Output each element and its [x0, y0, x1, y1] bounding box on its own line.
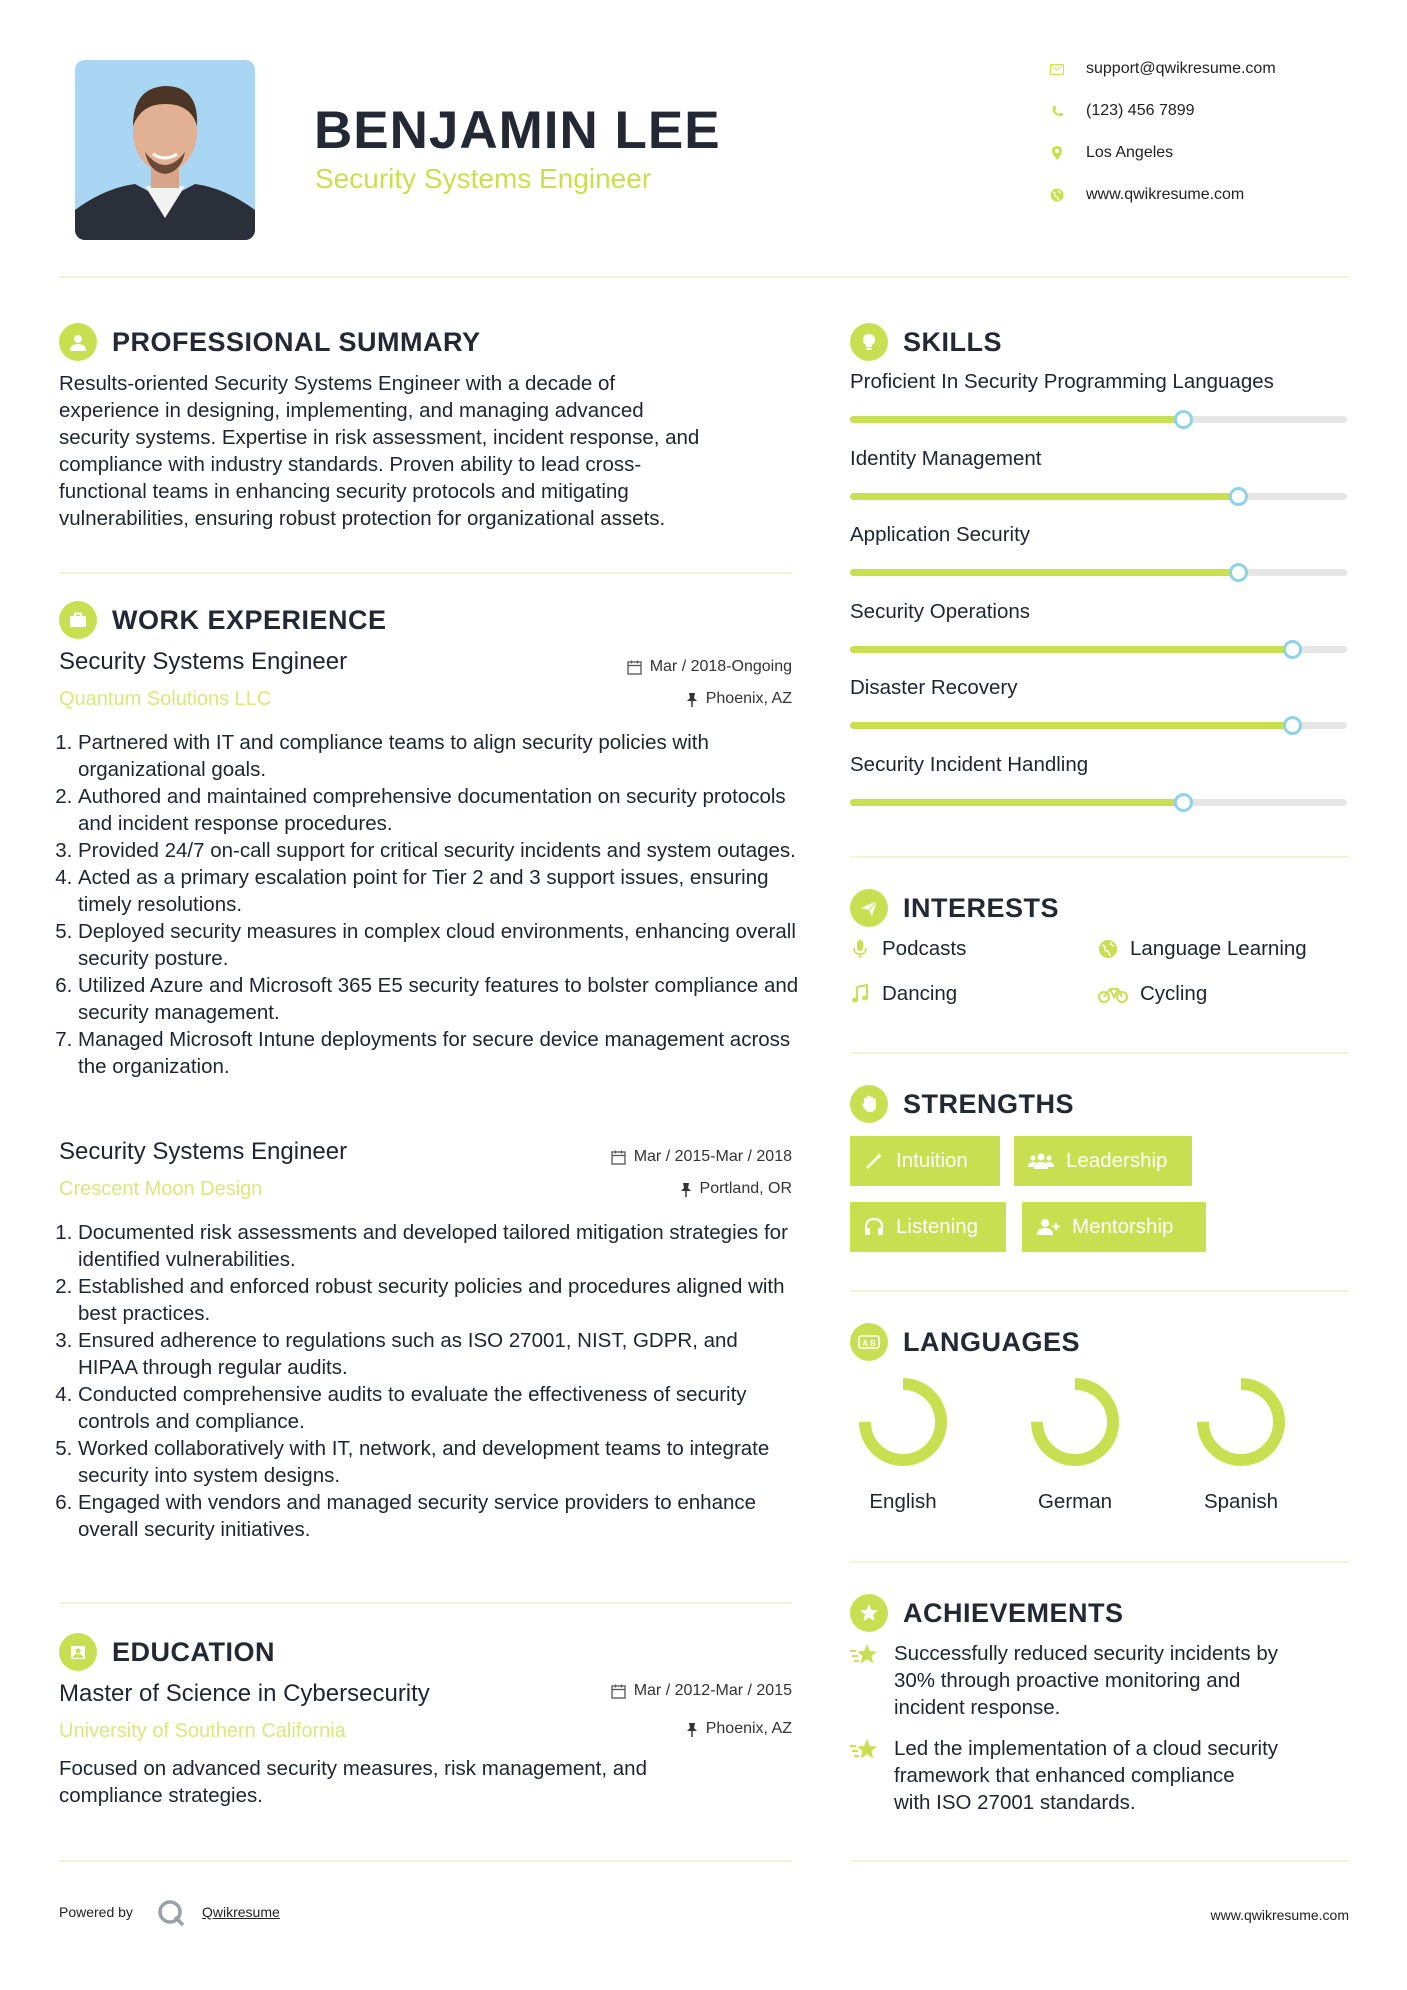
section-title: STRENGTHS: [903, 1088, 1075, 1119]
svg-text:A B: A B: [862, 1339, 876, 1348]
job-date-text: Mar / 2018-Ongoing: [649, 658, 792, 675]
contact-website[interactable]: [1050, 180, 1350, 210]
section-divider: [59, 1860, 792, 1862]
pushpin-icon: [680, 1182, 692, 1197]
magic-wand-icon: [864, 1151, 884, 1171]
summary-line: functional teams in enhancing security protocols and mitigating: [59, 480, 629, 503]
achievement-item: [850, 1640, 1350, 1721]
skill-label: Security Incident Handling: [850, 752, 1089, 776]
contact-phone[interactable]: [1050, 96, 1350, 126]
section-title: LANGUAGES: [903, 1326, 1081, 1357]
summary-line: security systems. Expertise in risk assessment, incident response, and: [59, 426, 700, 449]
interest-item: [1098, 937, 1307, 961]
company-name: Quantum Solutions LLC: [59, 688, 272, 710]
skill-level-knob: [1229, 563, 1248, 582]
section-title: EDUCATION: [112, 1636, 275, 1667]
job-location: [540, 1180, 792, 1198]
summary-line: experience in designing, implementing, and managing advanced: [59, 399, 644, 422]
list-item: 3. Provided 24/7 on-call support for critical security incidents and system outages.: [78, 837, 799, 864]
contact-location: [1050, 138, 1350, 168]
calendar-icon: [611, 1684, 626, 1699]
degree-title: Master of Science in Cybersecurity: [59, 1680, 430, 1707]
achievement-line: with ISO 27001 standards.: [894, 1791, 1136, 1814]
achievement-line: framework that enhanced compliance: [894, 1764, 1235, 1787]
language-level-ring: [1191, 1372, 1291, 1472]
strength-label: Listening: [896, 1215, 979, 1238]
language-icon: [850, 1323, 888, 1361]
strength-chip: [850, 1202, 1006, 1252]
contact-website-text: www.qwikresume.com: [1086, 186, 1245, 203]
candidate-name: BENJAMIN LEE: [314, 101, 721, 160]
briefcase-icon: [59, 601, 97, 639]
strength-label: Mentorship: [1072, 1215, 1174, 1238]
skill-level-knob: [1283, 716, 1302, 735]
powered-by-label: Powered by: [59, 1904, 133, 1920]
achievement-line: Led the implementation of a cloud security: [894, 1737, 1279, 1760]
contact-location-text: Los Angeles: [1086, 144, 1174, 161]
hand-icon: [850, 1085, 888, 1123]
summary-line: compliance with industry standards. Proven ability to lead cross-: [59, 453, 642, 476]
skill-level-knob: [1174, 793, 1193, 812]
qwikresume-logo[interactable]: [156, 1898, 186, 1928]
skill-level-knob: [1174, 410, 1193, 429]
user-plus-icon: [1036, 1217, 1060, 1237]
summary-text: [59, 370, 799, 532]
email-icon: [1050, 62, 1064, 76]
education-date: [540, 1682, 792, 1700]
skill-bar-fill: [850, 416, 1183, 423]
list-item: 1. Documented risk assessments and developed tailored mitigation strategies for identified vulnerabilities.: [78, 1219, 799, 1273]
job-responsibilities: [59, 1219, 799, 1543]
interest-label: Cycling: [1140, 982, 1208, 1005]
job-responsibilities: [59, 729, 799, 1080]
language-label: German: [1037, 1490, 1113, 1513]
skill-bar-fill: [850, 493, 1238, 500]
section-divider: [850, 1561, 1349, 1563]
strength-chip: [1022, 1202, 1206, 1252]
skill-bar: [850, 646, 1347, 653]
education-description: [59, 1755, 799, 1809]
candidate-role: Security Systems Engineer: [315, 163, 652, 194]
language-label: Spanish: [1203, 1490, 1279, 1513]
star-icon: [850, 1735, 880, 1816]
section-divider: [850, 856, 1349, 858]
bicycle-icon: [1098, 984, 1128, 1004]
language-level-ring: [1025, 1372, 1125, 1472]
list-item: 5. Worked collaboratively with IT, network, and development teams to integrate security into system designs.: [78, 1435, 799, 1489]
skill-bar: [850, 416, 1347, 423]
section-divider: [850, 1052, 1349, 1054]
list-item: 4. Conducted comprehensive audits to evaluate the effectiveness of security controls and compliance.: [78, 1381, 799, 1435]
interest-item: [1098, 982, 1207, 1006]
skill-bar: [850, 569, 1347, 576]
list-item: 7. Managed Microsoft Intune deployments for secure device management across the organization.: [78, 1026, 799, 1080]
job-location-text: Phoenix, AZ: [705, 690, 792, 707]
section-divider: [850, 1860, 1349, 1862]
star-icon: [850, 1640, 880, 1721]
section-skills: [850, 322, 1002, 362]
section-education: [59, 1632, 275, 1672]
education-line: Focused on advanced security measures, risk management, and: [59, 1757, 647, 1780]
achievement-line: Successfully reduced security incidents by: [894, 1642, 1278, 1665]
interest-label: Dancing: [882, 982, 958, 1005]
language-level-ring: [853, 1372, 953, 1472]
education-line: compliance strategies.: [59, 1784, 263, 1807]
summary-line: Results-oriented Security Systems Engineer with a decade of: [59, 372, 616, 395]
headphones-icon: [864, 1217, 884, 1237]
section-title: WORK EXPERIENCE: [112, 604, 387, 635]
award-icon: [850, 1594, 888, 1632]
skill-label: Identity Management: [850, 446, 1042, 470]
skill-bar: [850, 493, 1347, 500]
footer-url[interactable]: www.qwikresume.com: [1210, 1907, 1349, 1923]
contact-email-text: support@qwikresume.com: [1086, 60, 1276, 77]
section-title: INTERESTS: [903, 892, 1060, 923]
section-title: ACHIEVEMENTS: [903, 1597, 1124, 1628]
contact-phone-text: (123) 456 7899: [1086, 102, 1195, 119]
strength-chip: [850, 1136, 1000, 1186]
company-name: Crescent Moon Design: [59, 1178, 263, 1200]
contact-email[interactable]: [1050, 54, 1350, 84]
interest-label: Language Learning: [1130, 937, 1307, 960]
skill-label: Security Operations: [850, 599, 1031, 623]
phone-icon: [1050, 104, 1064, 118]
achievement-line: 30% through proactive monitoring and: [894, 1669, 1241, 1692]
section-divider: [59, 1602, 792, 1604]
job-date: [540, 1148, 792, 1166]
skill-bar-fill: [850, 646, 1292, 653]
strength-chip: [1014, 1136, 1192, 1186]
header-divider: [59, 276, 1349, 278]
section-professional-summary: [59, 322, 481, 362]
users-icon: [1028, 1151, 1054, 1171]
strength-label: Leadership: [1066, 1149, 1168, 1172]
job-location: [540, 690, 792, 708]
user-icon: [59, 323, 97, 361]
education-location: [540, 1720, 792, 1738]
school-name: University of Southern California: [59, 1720, 346, 1742]
job-title: Security Systems Engineer: [59, 1138, 348, 1165]
strength-label: Intuition: [896, 1149, 968, 1172]
section-work-experience: [59, 600, 387, 640]
interest-label: Podcasts: [882, 937, 967, 960]
section-divider: [59, 572, 792, 574]
section-divider: [850, 1290, 1349, 1292]
section-strengths: [850, 1084, 1074, 1124]
calendar-icon: [611, 1150, 626, 1165]
skill-bar-fill: [850, 722, 1292, 729]
job-date-text: Mar / 2015-Mar / 2018: [633, 1148, 792, 1165]
graduation-icon: [59, 1633, 97, 1671]
paper-plane-icon: [850, 889, 888, 927]
pushpin-icon: [686, 1722, 698, 1737]
achievement-text: [894, 1640, 1278, 1721]
skill-label: Disaster Recovery: [850, 676, 1018, 699]
list-item: 5. Deployed security measures in complex cloud environments, enhancing overall security posture.: [78, 918, 799, 972]
list-item: 6. Utilized Azure and Microsoft 365 E5 security features to bolster compliance and security management.: [78, 972, 799, 1026]
globe-icon: [1050, 188, 1064, 202]
profile-photo: [75, 60, 255, 240]
lightbulb-icon: [850, 323, 888, 361]
calendar-icon: [627, 660, 642, 675]
section-languages: [850, 1322, 1080, 1362]
job-location-text: Portland, OR: [699, 1180, 792, 1197]
list-item: 2. Established and enforced robust security policies and procedures aligned with best practices.: [78, 1273, 799, 1327]
language-label: English: [869, 1490, 937, 1513]
achievement-text: [894, 1735, 1278, 1816]
achievement-item: [850, 1735, 1350, 1816]
interest-item: [850, 982, 957, 1006]
skill-bar-fill: [850, 569, 1238, 576]
list-item: 3. Ensured adherence to regulations such as ISO 27001, NIST, GDPR, and HIPAA through regular audits.: [78, 1327, 799, 1381]
interest-item: [850, 937, 966, 961]
achievement-line: incident response.: [894, 1696, 1061, 1719]
list-item: 2. Authored and maintained comprehensive documentation on security protocols and incident response procedures.: [78, 783, 799, 837]
job-title: Security Systems Engineer: [59, 648, 348, 675]
microphone-icon: [850, 939, 870, 959]
section-achievements: [850, 1593, 1124, 1633]
education-date-text: Mar / 2012-Mar / 2015: [633, 1682, 792, 1699]
music-note-icon: [850, 984, 870, 1004]
list-item: 1. Partnered with IT and compliance teams to align security policies with organizational goals.: [78, 729, 799, 783]
skill-bar-fill: [850, 799, 1183, 806]
list-item: 6. Engaged with vendors and managed security service providers to enhance overall security initiatives.: [78, 1489, 799, 1543]
skill-bar: [850, 799, 1347, 806]
pushpin-icon: [686, 692, 698, 707]
summary-line: vulnerabilities, ensuring robust protection for organizational assets.: [59, 507, 666, 530]
skill-label: Application Security: [850, 523, 1031, 546]
skill-bar: [850, 722, 1347, 729]
location-pin-icon: [1050, 146, 1064, 160]
skill-label: Proficient In Security Programming Languages: [850, 370, 1274, 393]
section-interests: [850, 888, 1059, 928]
globe-icon: [1098, 939, 1118, 959]
section-title: PROFESSIONAL SUMMARY: [112, 326, 481, 357]
skill-level-knob: [1283, 640, 1302, 659]
qwikresume-link[interactable]: Qwikresume: [202, 1904, 280, 1920]
skill-level-knob: [1229, 487, 1248, 506]
list-item: 4. Acted as a primary escalation point for Tier 2 and 3 support issues, ensuring timely resolutions.: [78, 864, 799, 918]
education-location-text: Phoenix, AZ: [705, 1720, 792, 1737]
section-title: SKILLS: [903, 326, 1003, 357]
job-date: [540, 658, 792, 676]
